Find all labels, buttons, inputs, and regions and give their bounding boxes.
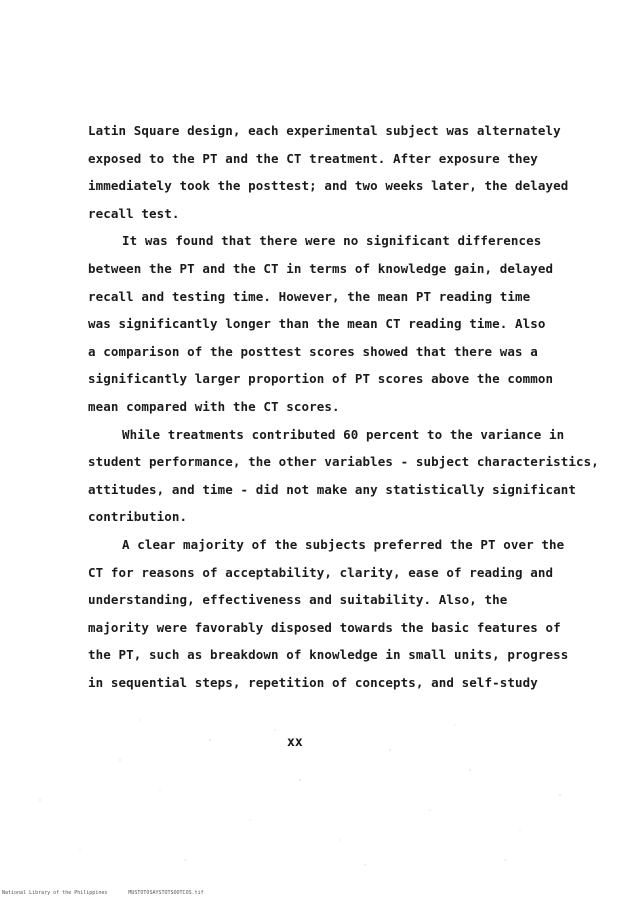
text-line: recall test. <box>88 206 180 221</box>
text-line: between the PT and the CT in terms of knowledge gain, delayed <box>88 261 554 276</box>
text-line: student performance, the other variables - subject characteristics, <box>88 454 599 469</box>
text-line: majority were favorably disposed towards the basic features of <box>88 620 561 635</box>
text-line: While treatments contributed 60 percent to the variance in <box>122 427 565 442</box>
text-line: contribution. <box>88 509 188 524</box>
scan-noise <box>0 700 625 880</box>
text-line: attitudes, and time - did not make any statistically significant <box>88 482 577 497</box>
text-line: a comparison of the posttest scores showed that there was a <box>88 344 538 359</box>
footer-library: National Library of the Philippines <box>2 890 108 896</box>
text-line: A clear majority of the subjects preferred the PT over the <box>122 537 565 552</box>
text-line: the PT, such as breakdown of knowledge in small units, progress <box>88 647 569 662</box>
text-line: understanding, effectiveness and suitability. Also, the <box>88 592 508 607</box>
text-line: significantly larger proportion of PT scores above the common <box>88 371 554 386</box>
scan-footer <box>2 890 222 896</box>
text-line: immediately took the posttest; and two weeks later, the delayed <box>88 178 569 193</box>
page-number: xx <box>287 735 303 750</box>
text-line: It was found that there were no significant differences <box>122 233 542 248</box>
text-line: recall and testing time. However, the mean PT reading time <box>88 289 531 304</box>
text-line: was significantly longer than the mean CT reading time. Also <box>88 316 546 331</box>
text-line: Latin Square design, each experimental subject was alternately <box>88 123 561 138</box>
text-line: CT for reasons of acceptability, clarity, ease of reading and <box>88 565 554 580</box>
text-line: in sequential steps, repetition of concepts, and self-study <box>88 675 538 690</box>
text-line: mean compared with the CT scores. <box>88 399 340 414</box>
footer-code: MUSTOTOSAYSTOTSOOTCOS.tif <box>128 890 204 896</box>
text-line: exposed to the PT and the CT treatment. After exposure they <box>88 151 538 166</box>
